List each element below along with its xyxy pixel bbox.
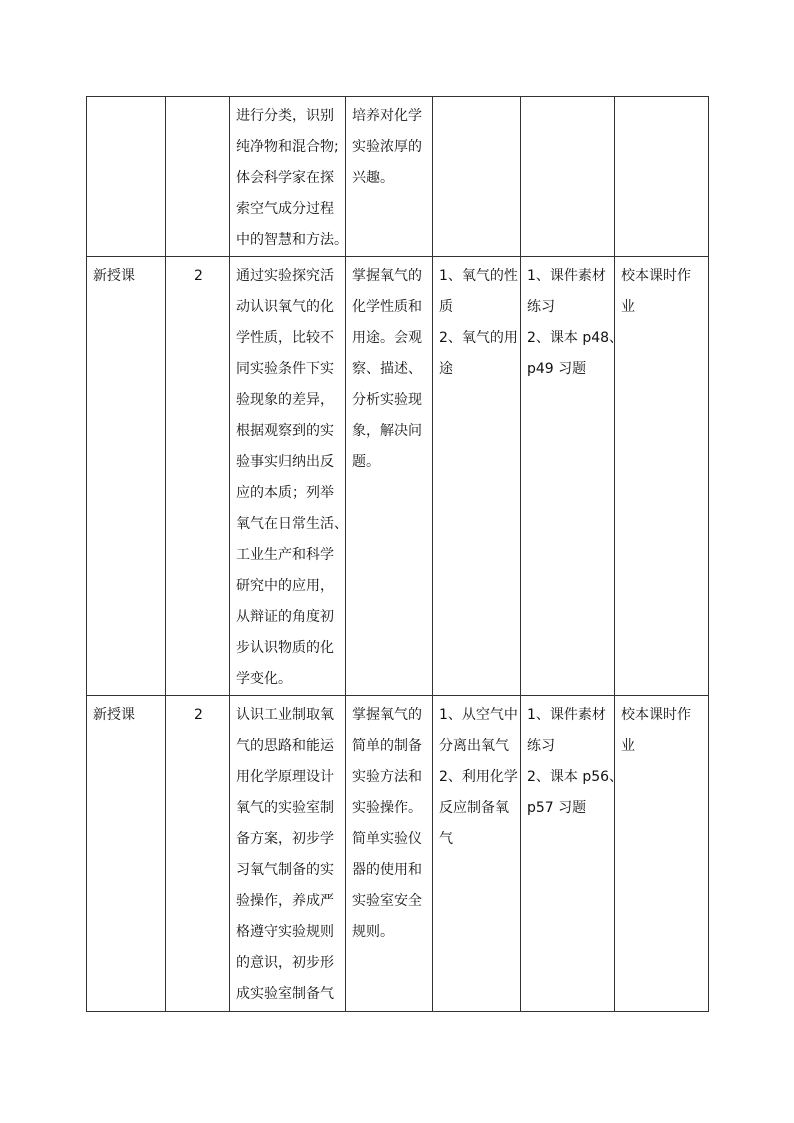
cell-text-line: 规则。 bbox=[352, 924, 394, 940]
cell-text-line: 的意识，初步形 bbox=[236, 955, 334, 971]
cell-text-line: 格遵守实验规则 bbox=[236, 924, 334, 940]
lesson-plan-table bbox=[86, 96, 709, 1012]
cell-text-line: 学性质，比较不 bbox=[236, 330, 334, 346]
cell-text-line: 1、课件素材 bbox=[527, 707, 606, 723]
cell-text-line: 体会科学家在探 bbox=[236, 170, 334, 186]
cell-text-line: 2、利用化学 bbox=[439, 769, 518, 785]
table-row bbox=[87, 696, 709, 1012]
cell-text-line: 成实验室制备气 bbox=[236, 986, 334, 1002]
cell-text-line: 气的思路和能运 bbox=[236, 738, 334, 754]
cell-text-line: 练习 bbox=[527, 738, 555, 754]
cell-text-line: 校本课时作 bbox=[621, 707, 691, 723]
homework-cell bbox=[615, 97, 709, 257]
cell-text-line: 兴趣。 bbox=[352, 170, 394, 186]
class-hours-cell bbox=[166, 257, 230, 696]
cell-text-line: 备方案，初步学 bbox=[236, 831, 334, 847]
cell-text-line: 验操作，养成严 bbox=[236, 893, 334, 909]
cell-text-line: 验事实归纳出反 bbox=[236, 454, 334, 470]
cell-text-line: 验现象的差异， bbox=[236, 392, 334, 408]
cell-text-line: 实验操作。 bbox=[352, 800, 422, 816]
cell-text-line: 实验室安全 bbox=[352, 893, 422, 909]
cell-text-line: 通过实验探究活 bbox=[236, 268, 334, 284]
cell-text-line: 察、描述、 bbox=[352, 361, 422, 377]
table-row bbox=[87, 257, 709, 696]
lesson-type-cell bbox=[87, 696, 166, 1012]
lesson-content-cell bbox=[433, 257, 521, 696]
class-hours-cell bbox=[166, 696, 230, 1012]
cell-text-line: 业 bbox=[621, 299, 635, 315]
cell-text-line: 业 bbox=[621, 738, 635, 754]
cell-text-line: 气 bbox=[439, 831, 453, 847]
homework-cell bbox=[615, 696, 709, 1012]
cell-text-line: 练习 bbox=[527, 299, 555, 315]
class-hours-cell bbox=[166, 97, 230, 257]
teaching-resources-cell bbox=[521, 97, 615, 257]
cell-text-line: 2、课本 p56、 bbox=[527, 769, 624, 785]
cell-text-line: 氧气的实验室制 bbox=[236, 800, 334, 816]
teaching-resources-cell bbox=[521, 257, 624, 696]
cell-text-line: p57 习题 bbox=[527, 800, 587, 816]
cell-text-line: 进行分类，识别 bbox=[236, 108, 334, 124]
cell-text-line: 掌握氧气的 bbox=[352, 268, 422, 284]
cell-text-line: 题。 bbox=[352, 454, 380, 470]
cell-text-line: 氧气在日常生活、 bbox=[236, 516, 348, 532]
cell-text-line: p49 习题 bbox=[527, 361, 587, 377]
cell-text-line: 学变化。 bbox=[236, 671, 292, 687]
learning-requirements-cell bbox=[346, 97, 433, 257]
cell-text-line: 用途。会观 bbox=[352, 330, 422, 346]
cell-text-line: 分离出氧气 bbox=[439, 738, 509, 754]
cell-text-line: 纯净物和混合物; bbox=[236, 139, 339, 155]
cell-text-line: 同实验条件下实 bbox=[236, 361, 334, 377]
cell-text-line: 研究中的应用， bbox=[236, 578, 334, 594]
cell-text-line: 简单的制备 bbox=[352, 738, 422, 754]
cell-text-line: 途 bbox=[439, 361, 453, 377]
cell-text-line: 索空气成分过程 bbox=[236, 201, 334, 217]
cell-text-line: 习氧气制备的实 bbox=[236, 862, 334, 878]
cell-text-line: 培养对化学 bbox=[352, 108, 422, 124]
cell-text-line: 实验方法和 bbox=[352, 769, 422, 785]
cell-text-line: 反应制备氧 bbox=[439, 800, 509, 816]
cell-text-line: 2、氧气的用 bbox=[439, 330, 518, 346]
lesson-content-cell bbox=[433, 97, 521, 257]
cell-text-line: 根据观察到的实 bbox=[236, 423, 334, 439]
cell-text-line: 象，解决问 bbox=[352, 423, 422, 439]
learning-goals-cell bbox=[230, 257, 346, 696]
cell-text-line: 器的使用和 bbox=[352, 862, 422, 878]
cell-text-line: 1、课件素材 bbox=[527, 268, 606, 284]
teaching-resources-cell bbox=[521, 696, 624, 1012]
cell-text-line: 步认识物质的化 bbox=[236, 640, 334, 656]
cell-text-line: 校本课时作 bbox=[621, 268, 691, 284]
cell-text-line: 1、从空气中 bbox=[439, 707, 518, 723]
cell-text: 2 bbox=[194, 268, 203, 284]
cell-text-line: 动认识氧气的化 bbox=[236, 299, 334, 315]
cell-text-line: 从辩证的角度初 bbox=[236, 609, 334, 625]
cell-text-line: 应的本质；列举 bbox=[236, 485, 334, 501]
cell-text: 2 bbox=[194, 707, 203, 723]
learning-requirements-cell bbox=[346, 696, 433, 1012]
lesson-content-cell bbox=[433, 696, 521, 1012]
cell-text-line: 用化学原理设计 bbox=[236, 769, 334, 785]
learning-requirements-cell bbox=[346, 257, 433, 696]
cell-text: 新授课 bbox=[93, 268, 135, 284]
cell-text-line: 化学性质和 bbox=[352, 299, 422, 315]
learning-goals-cell bbox=[230, 97, 346, 257]
homework-cell bbox=[615, 257, 709, 696]
cell-text-line: 分析实验现 bbox=[352, 392, 422, 408]
cell-text-line: 掌握氧气的 bbox=[352, 707, 422, 723]
lesson-type-cell bbox=[87, 257, 166, 696]
cell-text-line: 简单实验仪 bbox=[352, 831, 422, 847]
cell-text: 新授课 bbox=[93, 707, 135, 723]
cell-text-line: 中的智慧和方法。 bbox=[236, 232, 348, 248]
learning-goals-cell bbox=[230, 696, 346, 1012]
cell-text-line: 实验浓厚的 bbox=[352, 139, 422, 155]
cell-text-line: 质 bbox=[439, 299, 453, 315]
cell-text-line: 1、氧气的性 bbox=[439, 268, 518, 284]
cell-text-line: 认识工业制取氧 bbox=[236, 707, 334, 723]
lesson-type-cell bbox=[87, 97, 166, 257]
cell-text-line: 工业生产和科学 bbox=[236, 547, 334, 563]
table-row bbox=[87, 97, 709, 257]
cell-text-line: 2、课本 p48、 bbox=[527, 330, 624, 346]
